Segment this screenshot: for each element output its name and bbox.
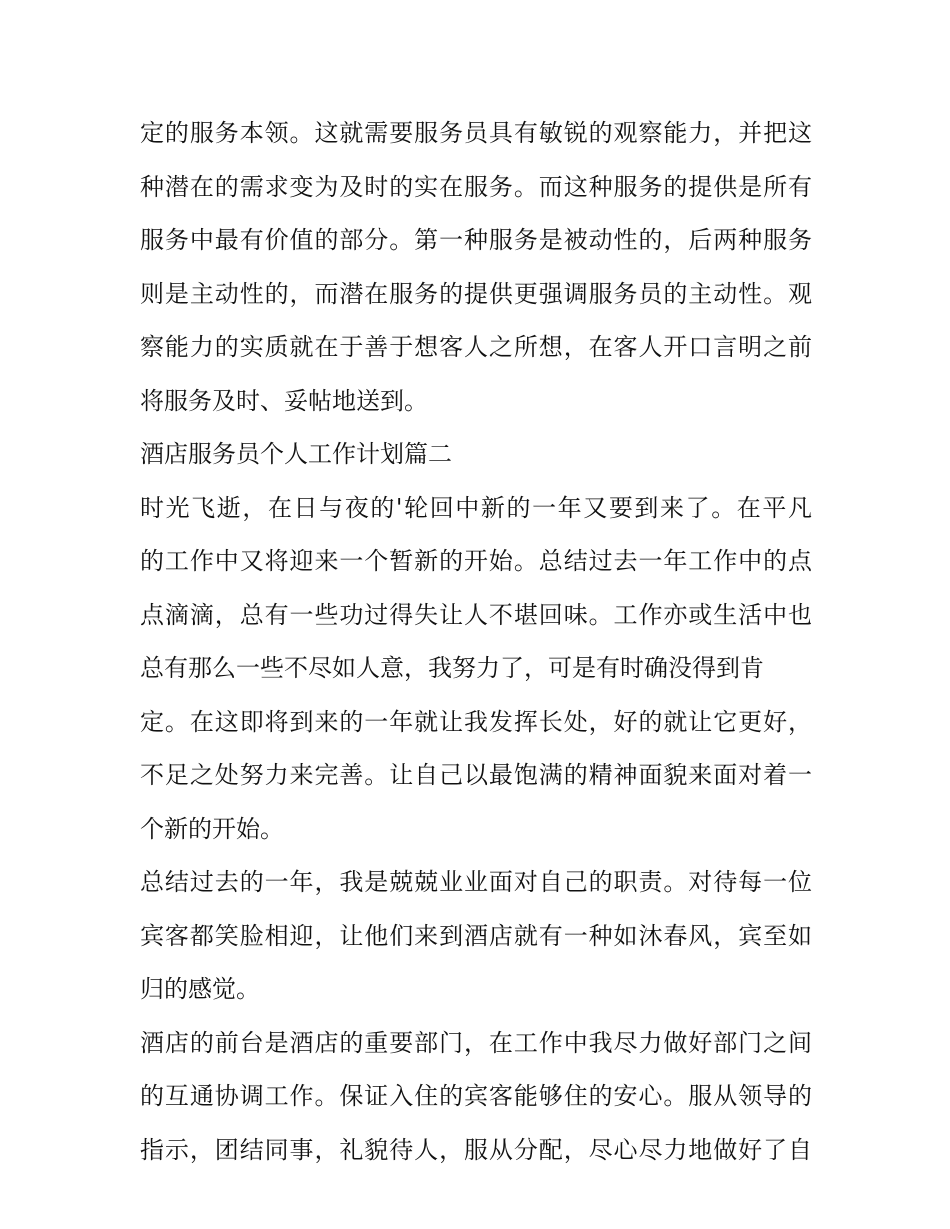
text-line: 指示，团结同事，礼貌待人，服从分配，尽心尽力地做好了自 xyxy=(140,1135,812,1164)
text-line: 定的服务本领。这就需要服务员具有敏锐的观察能力，并把这 xyxy=(140,119,812,147)
text-line: 不足之处努力来完善。让自己以最饱满的精神面貌来面对着一 xyxy=(140,761,812,789)
text-line: 酒店的前台是酒店的重要部门，在工作中我尽力做好部门之间 xyxy=(140,1028,812,1057)
text-line: 察能力的实质就在于善于想客人之所想，在客人开口言明之前 xyxy=(140,333,812,361)
text-line: 定。在这即将到来的一年就让我发挥长处，好的就让它更好， xyxy=(140,707,812,736)
text-line: 时光飞逝，在日与夜的'轮回中新的一年又要到来了。在平凡 xyxy=(140,493,812,522)
text-line: 点滴滴，总有一些功过得失让人不堪回味。工作亦或生活中也 xyxy=(140,600,812,629)
text-line: 的工作中又将迎来一个暂新的开始。总结过去一年工作中的点 xyxy=(140,547,812,575)
text-line: 则是主动性的，而潜在服务的提供更强调服务员的主动性。观 xyxy=(140,279,812,308)
section-heading: 酒店服务员个人工作计划篇二 xyxy=(140,440,452,468)
text-line: 归的感觉。 xyxy=(140,975,260,1003)
text-line: 的互通协调工作。保证入住的宾客能够住的安心。服从领导的 xyxy=(140,1082,812,1110)
text-line: 总结过去的一年，我是兢兢业业面对自己的职责。对待每一位 xyxy=(140,868,812,896)
document-page xyxy=(140,107,812,1177)
text-line: 服务中最有价值的部分。第一种服务是被动性的，后两种服务 xyxy=(140,226,812,254)
text-line: 将服务及时、妥帖地送到。 xyxy=(140,386,428,415)
text-line: 种潜在的需求变为及时的实在服务。而这种服务的提供是所有 xyxy=(140,172,812,201)
text-line: 总有那么一些不尽如人意，我努力了，可是有时确没得到肯 xyxy=(140,654,764,682)
text-line: 宾客都笑脸相迎，让他们来到酒店就有一种如沐春风，宾至如 xyxy=(140,921,812,950)
text-line: 个新的开始。 xyxy=(140,814,284,843)
